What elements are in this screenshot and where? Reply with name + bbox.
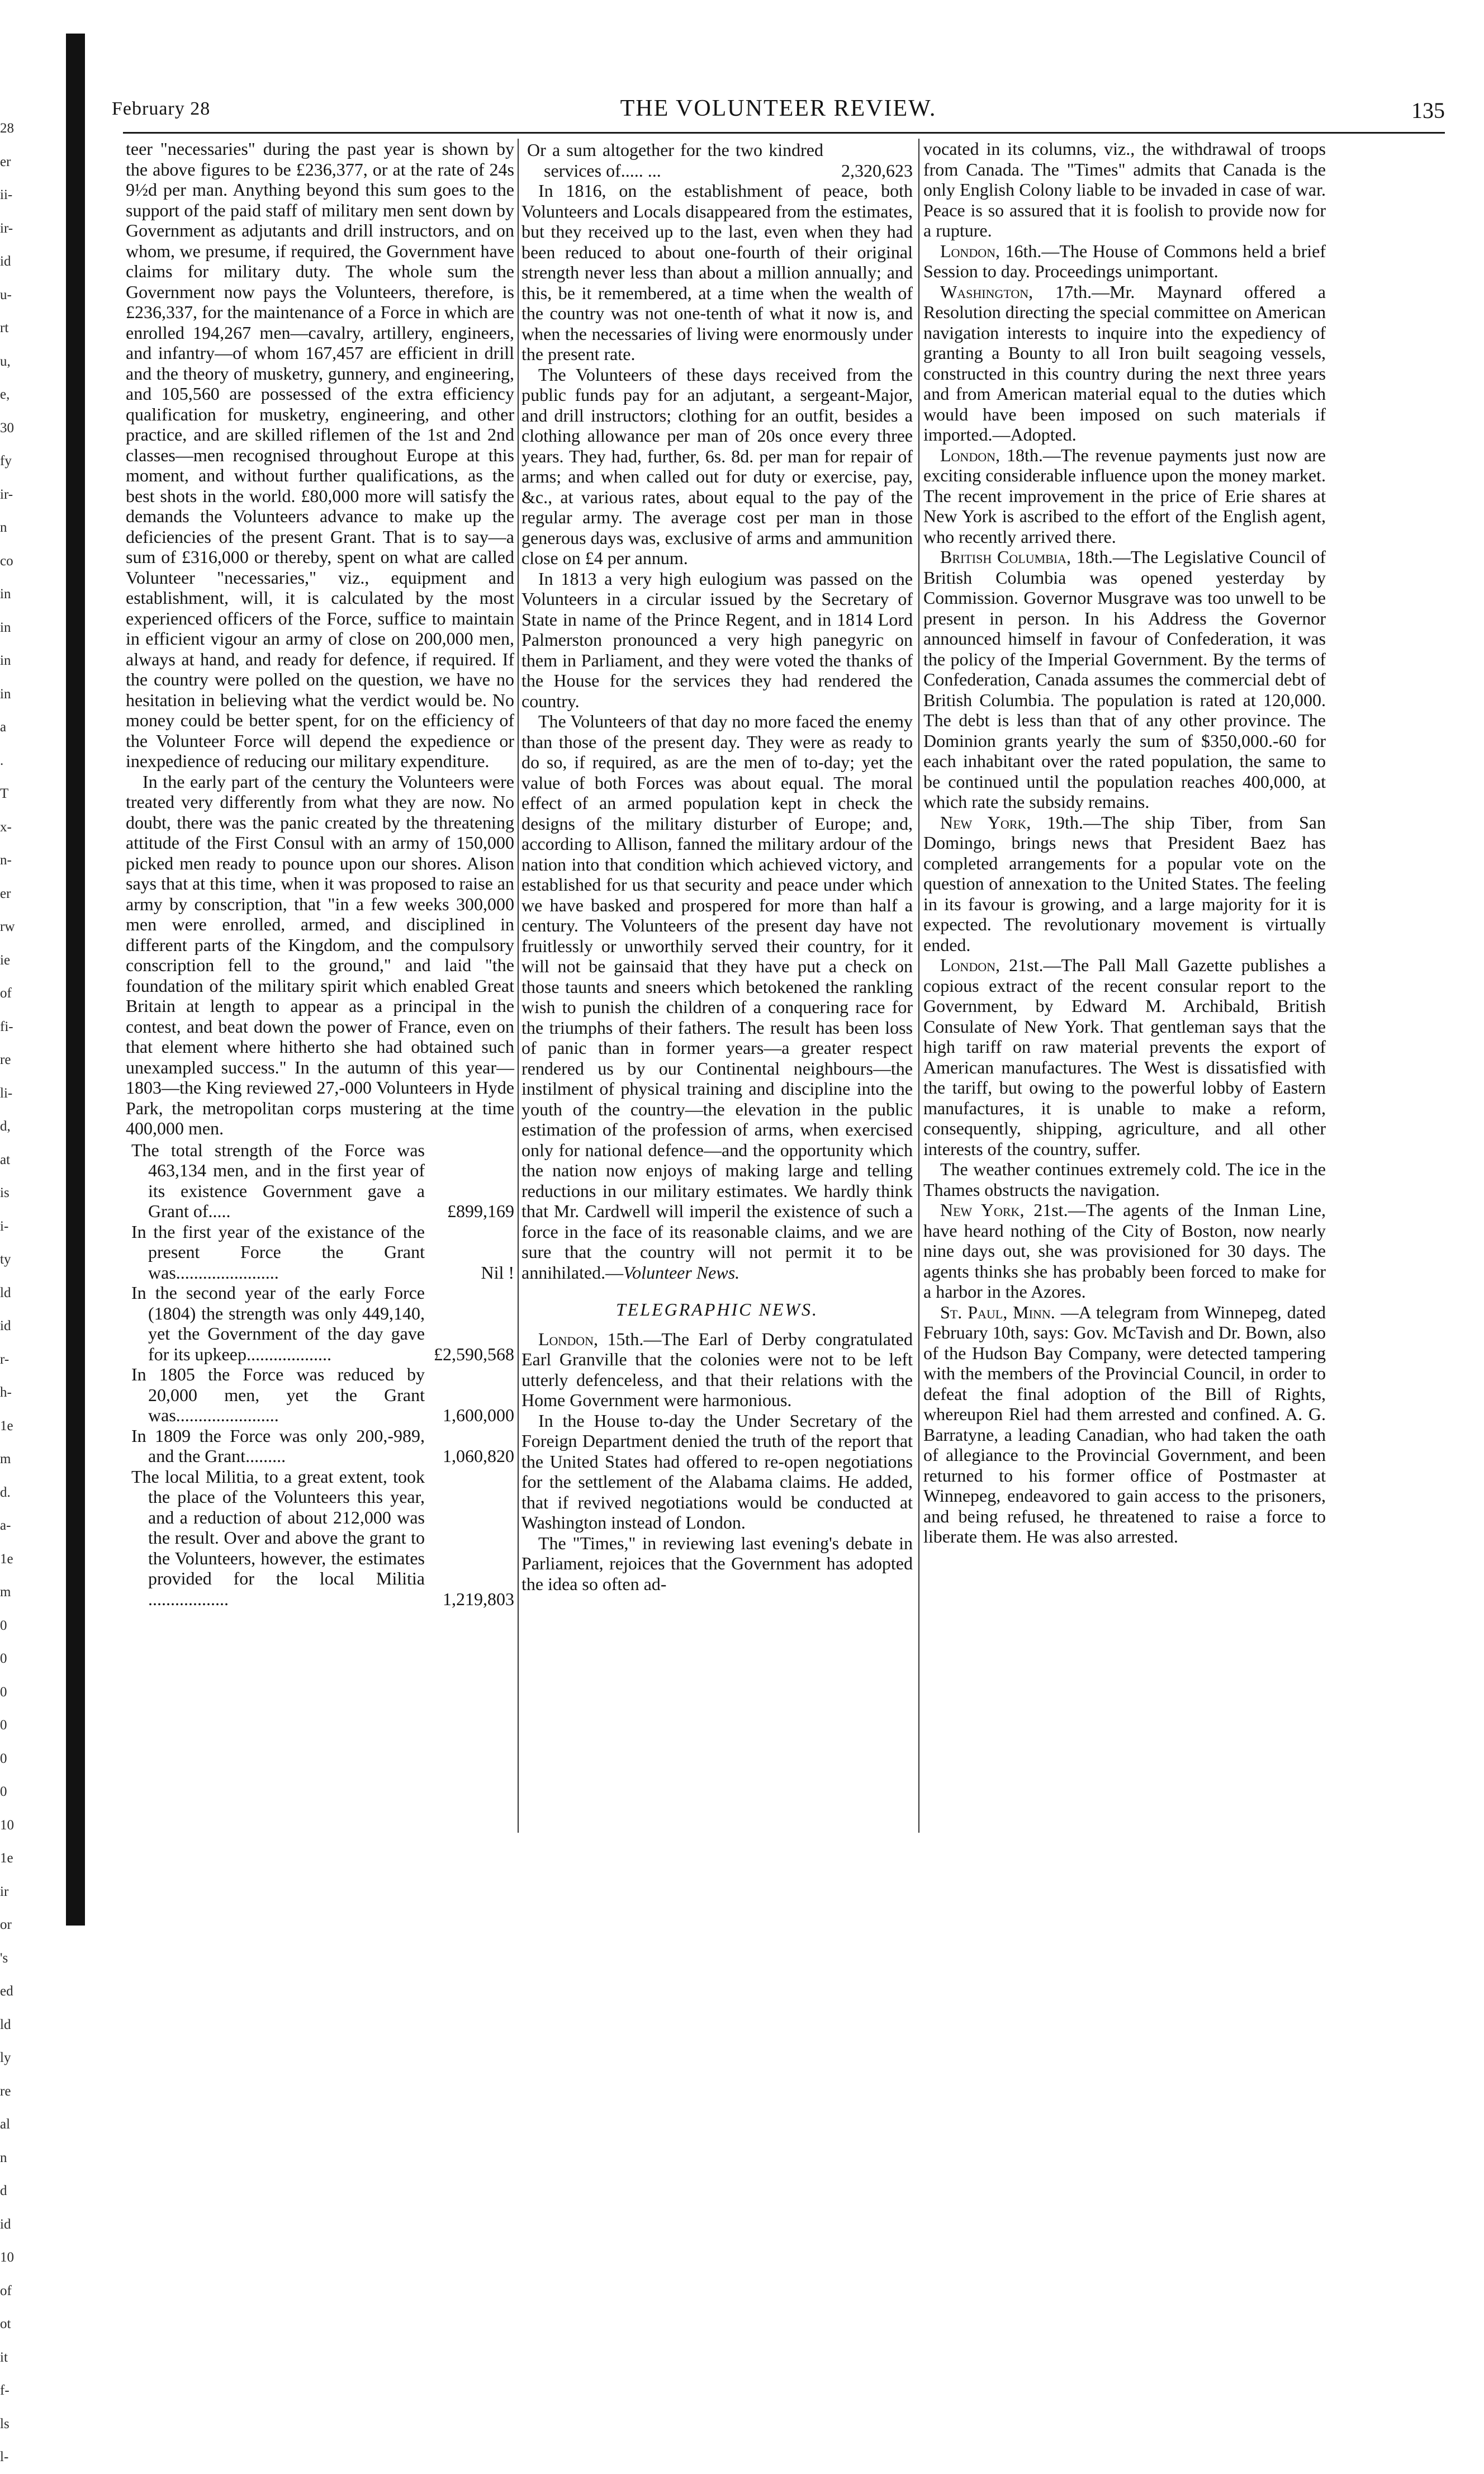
bleed-line: ls <box>0 2416 10 2432</box>
table-row <box>126 1467 514 1610</box>
article-paragraph: In 1816, on the establishment of peace, both Volunteers and Locals disappeared from the estimates, but they received up to the last, even when they had been reduced to about one-fourth of their original strength never less than about a million annually; and this, be it remembered, at a time when the wealth of the country was not one-tenth of what it now is, and when the necessaries of living were enormously under the present rate. <box>521 181 913 364</box>
table-row <box>521 140 913 181</box>
table-row <box>126 1140 514 1222</box>
news-text: 21st.—The agents of the Inman Line, have heard nothing of the City of Boston, now nearly nine days out, she was provisioned for 30 days. The agents thinks she has probably been forced to make for a harbor in the Azores. <box>923 1200 1326 1302</box>
bleed-line: T <box>0 786 9 801</box>
bleed-line: fy <box>0 453 12 469</box>
news-item <box>923 445 1326 547</box>
news-item <box>521 1533 913 1595</box>
news-text: 18th.—The Legislative Council of British Columbia was opened yesterday by Commission. Governor Musgrave was too unwell to be present in person. In his Address the Governor announced himself in favour of Confederation, it was the policy of the Imperial Government. By the terms of Confederation, Canada assumes the commercial debt of British Columbia. The population is rated at 120,000. The debt is less than that of any other province. The Dominion grants yearly the sum of $350,000.-60 for each inhabitant over the rated population, the same to be continued until the population reaches 400,000, at which rate the subsidy remains. <box>923 547 1326 812</box>
paragraph-text: The Volunteers of that day no more faced the enemy than those of the present day. They were as ready to do so, if required, as are the men of to-day; yet the value of both Forces was about equal. The moral effect of an armed population kept in check the designs of the military disturber of Europe; and, according to Allison, fanned the military ardour of the nation into that condition which achieved victory, and established for us that security and peace under which we have basked and prospered for more than half a century. The Volunteers of the present day have not fruitlessly or unworthily served their country, for it will not be gainsaid that they have put a check on those taunts and sneers which betokened the rankling wish to punish the children of a conquering race for the triumphs of their fathers. The result has been loss of panic than in former years—a greater respect rendered us by our Continental neighbours—the instilment of physical training and discipline into the youth of the country—the elevation in the public estimation of the profession of arms, when exercised only for national defence—and the opportunity which the nation now enjoys of making large and telling reductions in our military estimates. We hardly think that Mr. Cardwell will imperil the existence of such a force in the face of its reasonable claims, and we are sure that the country will not permit it to be annihilated.— <box>521 711 913 1283</box>
adjacent-page-bleed-text <box>0 112 67 2474</box>
bleed-line: li- <box>0 1085 13 1101</box>
bleed-line: ld <box>0 2017 11 2032</box>
table-label: The local Militia, to a great extent, took the place of the Volunteers this year, and a reduction of about 212,000 was the result. Over and above the grant to the Volunteers, however, the estimates provided for the local Militia .................. <box>131 1466 425 1609</box>
bleed-line: a- <box>0 1518 11 1533</box>
news-dateline: London, <box>940 955 1000 975</box>
column-3 <box>923 139 1326 1547</box>
table-amount: 1,219,803 <box>443 1588 514 1609</box>
news-item <box>923 547 1326 812</box>
bleed-line: d <box>0 2183 7 2198</box>
bleed-line: i- <box>0 1218 9 1234</box>
table-row <box>126 1222 514 1283</box>
bleed-line: f- <box>0 2383 10 2398</box>
bleed-line: 0 <box>0 1718 7 1733</box>
bleed-line: 30 <box>0 420 14 436</box>
article-paragraph: The Volunteers of these days received from the public funds pay for an adjutant, a sergeant-Major, and drill instructors; clothing for an outfit, besides a clothing allowance per man of 20s once every three years. They had, further, 6s. 8d. per man for repair of arms; and when called out for duty or exercise, pay, &c., at various rates, about equal to the pay of the regular army. The average cost per man in those generous days was, exclusive of arms and ammunition close on £4 per annum. <box>521 364 913 568</box>
bleed-line: it <box>0 2349 8 2365</box>
table-label: Or a sum altogether for the two kindred services of..... ... <box>527 140 823 181</box>
table-label: In 1809 the Force was only 200,-989, and the Grant......... <box>131 1425 425 1466</box>
news-item <box>521 1411 913 1533</box>
article-paragraph <box>521 711 913 1283</box>
news-text: 15th.—The Earl of Derby congratulated Earl Granville that the colonies were not to be left utterly defenceless, and that their relations with the Home Government were harmonious. <box>521 1328 913 1410</box>
bleed-line: ty <box>0 1252 11 1267</box>
news-dateline: St. Paul, Minn. <box>940 1302 1055 1322</box>
bleed-line: in <box>0 619 11 635</box>
header-rule <box>123 132 1445 134</box>
bleed-line: n- <box>0 853 12 868</box>
bleed-line: n <box>0 2150 7 2165</box>
bleed-line: in <box>0 653 11 668</box>
header-title: THE VOLUNTEER REVIEW. <box>620 96 937 121</box>
news-text: vocated in its columns, viz., the withdrawal of troops from Canada. The "Times" admits that Canada is the only English Colony liable to be invaded in case of war. Peace is so assured that it is foolish to provide now for a rupture. <box>923 139 1326 240</box>
bleed-line: 0 <box>0 1651 7 1666</box>
bleed-line: a <box>0 720 7 735</box>
news-dateline: Washington, <box>940 281 1033 302</box>
bleed-line: ir- <box>0 220 13 236</box>
bleed-line: ie <box>0 952 11 968</box>
bleed-line: 0 <box>0 1617 7 1633</box>
bleed-line: er <box>0 886 11 901</box>
news-dateline: New York, <box>940 1200 1025 1220</box>
bleed-line: x- <box>0 819 12 835</box>
table-amount: Nil ! <box>481 1262 514 1283</box>
news-dateline: New York, <box>940 812 1031 832</box>
table-row <box>126 1364 514 1426</box>
table-amount: £2,590,568 <box>434 1344 514 1364</box>
bleed-line: . <box>0 753 4 768</box>
news-dateline: London, <box>940 444 1000 465</box>
news-text: 21st.—The Pall Mall Gazette publishes a copious extract of the recent consular report to the Government, by Edward M. Archibald, British Consulate of New York. That gentleman says that the high tariff on raw material prevents the export of American manufactures. The West is dissatisfied with the tariff, but owing to the powerful lobby of Eastern manufactures, it is unable to make a reform, consequently, shipping, agriculture, and all other interests of the country, suffer. <box>923 955 1326 1159</box>
bleed-line: 10 <box>0 2250 14 2265</box>
article-source: Volunteer News. <box>623 1262 740 1283</box>
bleed-line: ot <box>0 2316 11 2331</box>
bleed-line: re <box>0 2083 11 2099</box>
bleed-line: 1e <box>0 1418 13 1434</box>
bleed-line: ir- <box>0 486 13 502</box>
news-item <box>923 1302 1326 1547</box>
bleed-line: 28 <box>0 121 14 136</box>
news-item <box>521 1329 913 1411</box>
bleed-line: d, <box>0 1119 11 1134</box>
news-text: —A telegram from Winnepeg, dated February 10th, says: Gov. McTavish and Dr. Bown, also of the Hudson Bay Company, were detected tampering with the members of the Provincial Council, in order to defeat the final adoption of the Bill of Rights, whereupon Riel had them arrested and confined. A. G. Barratyne, a leading Canadian, who had taken the oath of allegiance to the Provincial Government, and been returned to his former office of Postmaster at Winnepeg, endeavored to gain access to the prisoners, and being refused, he threatened to raise a force to liberate them. He was also arrested. <box>923 1302 1326 1546</box>
column-divider <box>518 139 519 1833</box>
bleed-line: rw <box>0 919 15 934</box>
bleed-line: 0 <box>0 1684 7 1700</box>
bleed-line: ld <box>0 1285 11 1300</box>
section-title: TELEGRAPHIC NEWS. <box>615 1299 819 1319</box>
binding-shadow <box>66 34 85 1926</box>
article-paragraph: In 1813 a very high eulogium was passed on the Volunteers in a circular issued by the Secretary of State in name of the Prince Regent, and in 1814 Lord Palmerston pronounced a very high panegyric on them in Parliament, and they were voted the thanks of the House for the services they had rendered the country. <box>521 568 913 711</box>
table-amount: 1,060,820 <box>443 1446 514 1466</box>
bleed-line: id <box>0 1318 11 1333</box>
news-item <box>923 241 1326 282</box>
grants-table <box>126 1140 514 1610</box>
bleed-line: n <box>0 520 7 535</box>
page-header <box>112 95 1445 134</box>
bleed-line: id <box>0 2216 11 2232</box>
article-paragraph: In the early part of the century the Volunteers were treated very differently from what they are now. No doubt, there was the panic created by the threatening attitude of the First Consul with an army of 150,000 picked men ready to pounce upon our shores. Alison says that at this time, when it was proposed to raise an army by conscription, that "in a few weeks 300,000 men were enrolled, armed, and disciplined in different parts of the Kingdom, and the compulsory conscription fell to the ground," and laid "the foundation of the military spirit which enabled Great Britain at length to appear as a principal in the contest, and beat down the power of France, even on that element where hitherto she had obtained such unexampled success." In the autumn of this year—1803—the King reviewed 27,-000 Volunteers in Hyde Park, the metropolitan corps mustering at the time 400,000 men. <box>126 771 514 1138</box>
bleed-line: d. <box>0 1484 11 1500</box>
bleed-line: is <box>0 1185 10 1200</box>
news-text: 19th.—The ship Tiber, from San Domingo, brings news that President Baez has completed arrangements for a popular vote on the question of annexation to the United States. The feeling in its favour is growing, and a large majority for it is expected. The revolutionary movement is virtually ended. <box>923 812 1326 955</box>
bleed-line: 1e <box>0 1851 13 1866</box>
bleed-line: u, <box>0 353 11 369</box>
bleed-line: fi- <box>0 1019 13 1034</box>
news-item <box>923 282 1326 445</box>
bleed-line: 10 <box>0 1817 14 1833</box>
bleed-line: at <box>0 1152 11 1167</box>
column-1 <box>126 139 514 1609</box>
bleed-line: of <box>0 2283 12 2298</box>
news-item <box>923 955 1326 1159</box>
bleed-line: 's <box>0 1950 8 1966</box>
bleed-line: e, <box>0 387 10 402</box>
news-item <box>923 139 1326 241</box>
table-label: In 1805 the Force was reduced by 20,000 men, yet the Grant was....................... <box>131 1364 425 1425</box>
bleed-line: 0 <box>0 1784 7 1799</box>
bleed-line: or <box>0 1917 12 1932</box>
news-dateline: British Columbia, <box>940 547 1071 567</box>
bleed-line: ir <box>0 1884 9 1899</box>
bleed-line: r- <box>0 1351 10 1367</box>
page-number: 135 <box>1411 98 1445 123</box>
bleed-line: 0 <box>0 1751 7 1766</box>
table-amount: 2,320,623 <box>841 160 913 181</box>
bleed-line: in <box>0 686 11 702</box>
bleed-line: h- <box>0 1385 12 1400</box>
table-amount: 1,600,000 <box>443 1405 514 1425</box>
bleed-line: ed <box>0 1984 13 1999</box>
bleed-line: re <box>0 1052 11 1067</box>
bleed-line: 1e <box>0 1551 13 1567</box>
news-text: 18th.—The revenue payments just now are exciting considerable influence upon the money market. The recent improvement in the price of Erie shares at New York is ascribed to the effort of the English agent, who recently arrived there. <box>923 444 1326 547</box>
news-text: In the House to-day the Under Secretary of the Foreign Department denied the truth of the report that the United States had offered to re-open negotiations for the settlement of the Alabama claims. He added, that if revived negotiations would be conducted at Washington instead of London. <box>521 1410 913 1532</box>
bleed-line: id <box>0 254 11 269</box>
bleed-line: co <box>0 553 13 569</box>
table-row <box>126 1283 514 1364</box>
bleed-line: m <box>0 1584 11 1600</box>
news-dateline: London, <box>538 1328 598 1349</box>
table-label: In the second year of the early Force (1804) the strength was only 449,140, yet the Government of the day gave for its upkeep................... <box>131 1283 425 1364</box>
bleed-line: u- <box>0 287 12 302</box>
bleed-line: m <box>0 1451 11 1467</box>
column-divider <box>918 139 919 1833</box>
bleed-line: ii- <box>0 187 13 202</box>
table-row <box>126 1426 514 1467</box>
article-paragraph: teer "necessaries" during the past year is shown by the above figures to be £236,377, or at the rate of 24s 9½d per man. Anything beyond this sum goes to the support of the paid staff of military men sent down by Government as adjutants and drill instructors, and on whom, we presume, if required, the Government have claims for military duty. The whole sum the Government now pays the Volunteers, therefore, is £236,337, for the maintenance of a Force in which are enrolled 194,267 men—cavalry, artillery, engineers, and infantry—of whom 167,457 are efficient in drill and the theory of musketry, gunnery, and engineering, and 105,560 are possessed of the extra efficiency qualification for musketry, engineering, and other practice, and are skilled riflemen of the 1st and 2nd classes—men recognised throughout Europe at this moment, and without further qualifications, as the best shots in the world. £80,000 more will satisfy the demands the Volunteers advance to make up the deficiencies of the present Grant. That is to say—a sum of £316,000 or thereby, spent on what are called Volunteer "necessaries," viz., equipment and establishment, will, it is calculated by the most experienced officers of the Force, suffice to maintain in efficient vigour an army of close on 200,000 men, always at hand, and ready for defence, if required. If the country were polled on the question, we have no hesitation in believing what the verdict would be. No money could be better spent, for on the efficiency of the Volunteer Force will depend the expedience or inexpedience of reducing our military expenditure. <box>126 139 514 771</box>
table-label: The total strength of the Force was 463,134 men, and in the first year of its existence Government gave a Grant of..... <box>131 1139 425 1221</box>
news-text: The "Times," in reviewing last evening's debate in Parliament, rejoices that the Government has adopted the idea so often ad- <box>521 1532 913 1594</box>
news-text: 17th.—Mr. Maynard offered a Resolution directing the special committee on American navigation interests to inquire into the expediency of granting a Bounty to all Iron built seagoing vessels, constructed in this country during the next three years and from American material equal to the duties which would have been imposed on such materials if imported.—Adopted. <box>923 281 1326 444</box>
column-2 <box>521 139 913 1594</box>
bleed-line: l- <box>0 2449 9 2464</box>
news-item <box>923 812 1326 955</box>
bleed-line: ly <box>0 2050 11 2065</box>
bleed-line: in <box>0 586 11 602</box>
table-label: In the first year of the existance of the present Force the Grant was....................... <box>131 1221 425 1283</box>
header-date: February 28 <box>112 98 211 119</box>
bleed-line: rt <box>0 320 9 335</box>
news-text: 16th.—The House of Commons held a brief Session to day. Proceedings unimportant. <box>923 240 1326 281</box>
news-item <box>923 1200 1326 1302</box>
table-amount: £899,169 <box>447 1201 514 1221</box>
news-item <box>923 1159 1326 1200</box>
grants-total <box>521 140 913 181</box>
news-dateline: London, <box>940 240 1000 261</box>
news-text: The weather continues extremely cold. The ice in the Thames obstructs the navigation. <box>923 1159 1326 1200</box>
bleed-line: of <box>0 986 12 1001</box>
bleed-line: al <box>0 2117 11 2132</box>
bleed-line: er <box>0 154 11 169</box>
